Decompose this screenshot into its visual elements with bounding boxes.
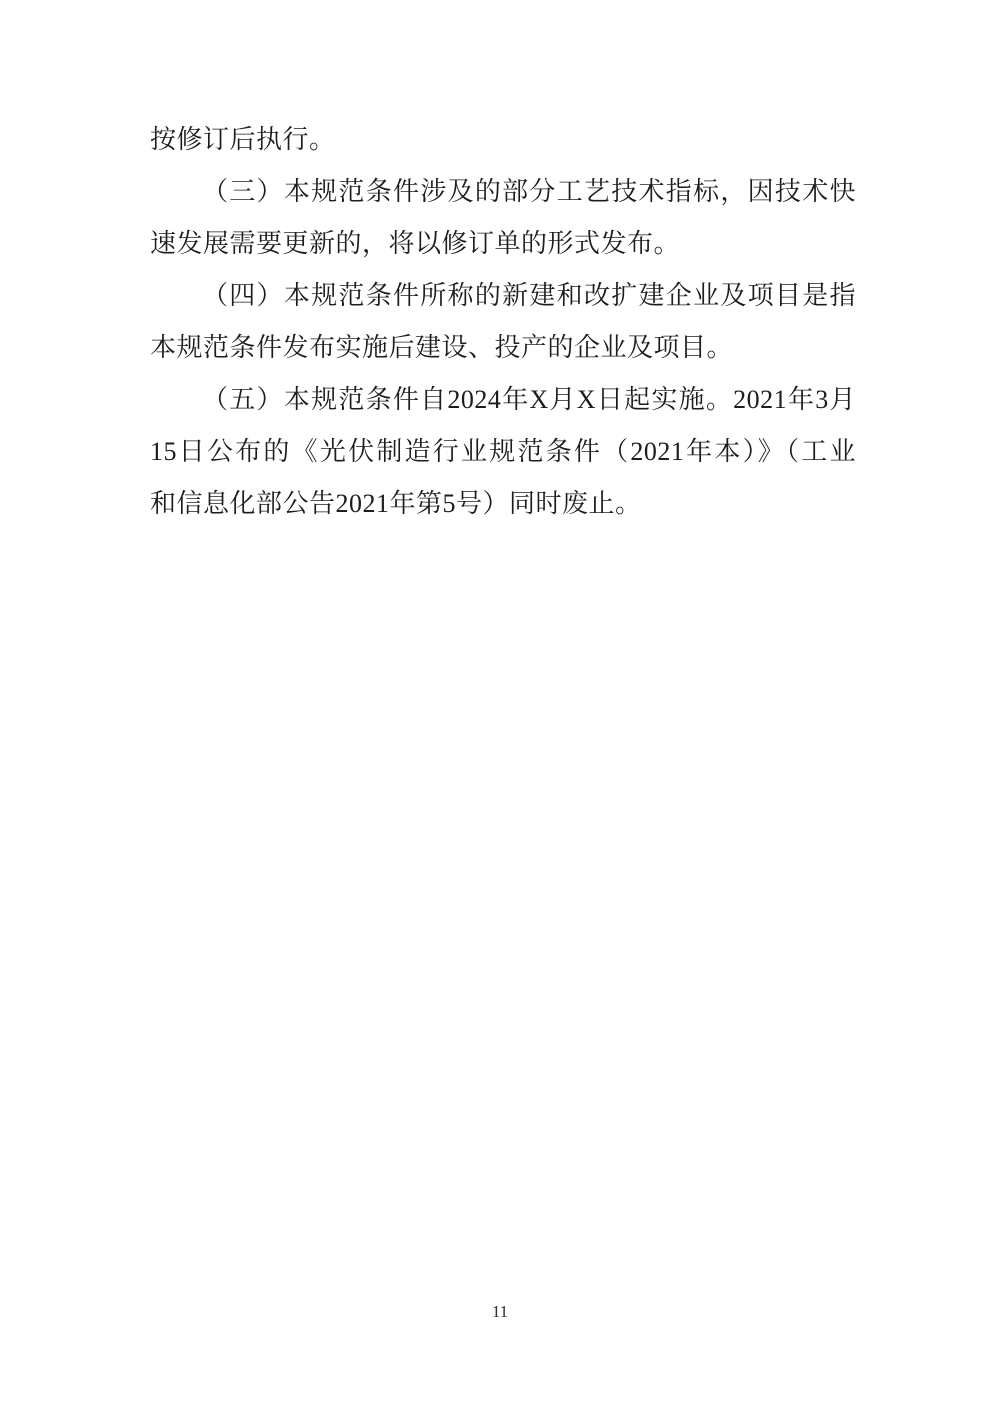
paragraph-clause-5 (150, 374, 856, 530)
text-line: （五）本规范条件自2024年X月X日起实施。2021年3月 (202, 385, 856, 414)
paragraph-clause-4 (150, 270, 856, 374)
text-line: 速发展需要更新的，将以修订单的形式发布。 (150, 229, 681, 258)
text-line: （四）本规范条件所称的新建和改扩建企业及项目是指 (202, 281, 856, 310)
text-line: 本规范条件发布实施后建设、投产的企业及项目。 (150, 333, 734, 362)
text-line: 按修订后执行。 (150, 125, 336, 154)
text-line: 和信息化部公告2021年第5号）同时废止。 (150, 489, 642, 518)
paragraph-continuation (150, 114, 856, 166)
text-line: （三）本规范条件涉及的部分工艺技术指标，因技术快 (202, 177, 856, 206)
page-number: 11 (491, 1302, 509, 1321)
paragraph-clause-3 (150, 166, 856, 270)
text-line: 15日公布的《光伏制造行业规范条件（2021年本）》（工业 (150, 437, 856, 466)
body-text (150, 114, 856, 530)
